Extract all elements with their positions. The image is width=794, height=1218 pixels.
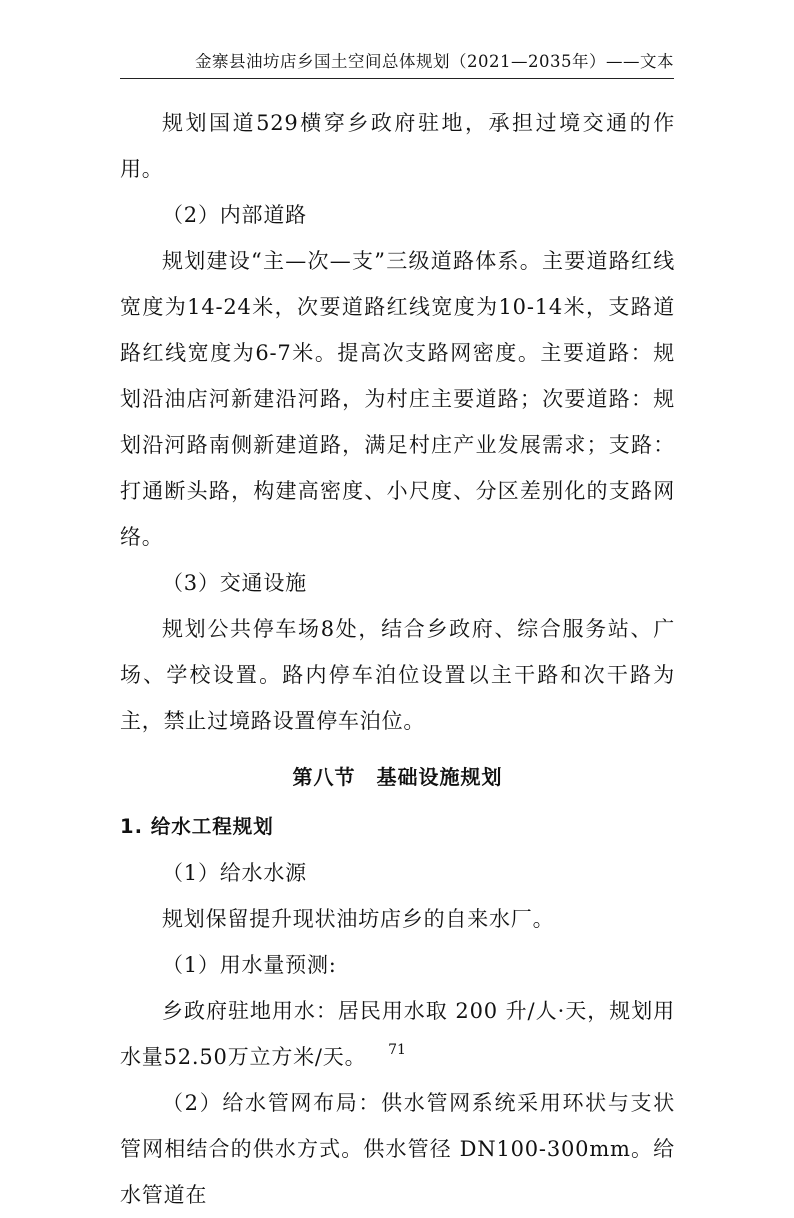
paragraph-water-plant: 规划保留提升现状油坊店乡的自来水厂。 [162,907,555,931]
heading-water-supply: 1. 给水工程规划 [120,815,274,838]
subheading-water-source: （1）给水水源 [162,861,307,885]
subheading-water-forecast: （1）用水量预测: [162,953,337,977]
paragraph-national-road: 规划国道529横穿乡政府驻地，承担过境交通的作用。 [120,111,675,181]
header-rule [120,78,674,79]
section-title: 第八节 基础设施规划 [292,765,503,789]
paragraph-road-system: 规划建设“主—次—支”三级道路体系。主要道路红线宽度为14-24米，次要道路红线宽度为10-14米，支路道路红线宽度为6-7米。提高次支路网密度。主要道路：规划沿油店河新建沿河路，为村庄主要道路；次要道路：规划沿河路南侧新建道路，满足村庄产业发展需求；支路：打通断头路，构建高密度、小尺度、分区差别化的支路网络。 [120,249,675,549]
paragraph-pipe-network: （2）给水管网布局：供水管网系统采用环状与支状管网相结合的供水方式。供水管径 DN100-300mm。给水管道在 [120,1091,675,1207]
subheading-traffic-facilities: （3）交通设施 [162,571,307,595]
subheading-internal-roads: （2）内部道路 [162,203,307,227]
document-header: 金寨县油坊店乡国土空间总体规划（2021—2035年）——文本 [195,52,674,71]
paragraph-parking: 规划公共停车场8处，结合乡政府、综合服务站、广场、学校设置。路内停车泊位设置以主干路和次干路为主，禁止过境路设置停车泊位。 [120,617,675,733]
page-number: 71 [388,1042,406,1058]
paragraph-water-demand: 乡政府驻地用水：居民用水取 200 升/人·天，规划用水量52.50万立方米/天。 [120,999,675,1069]
